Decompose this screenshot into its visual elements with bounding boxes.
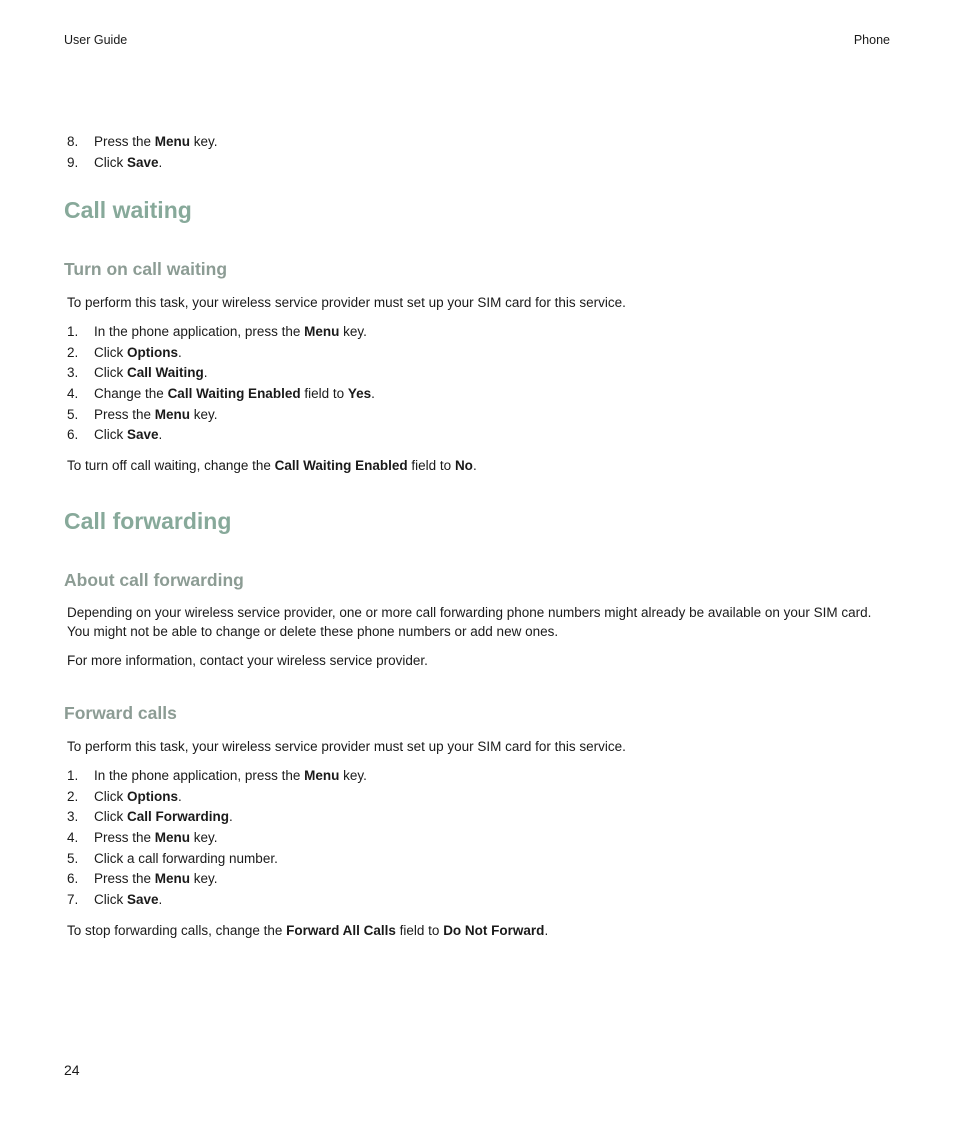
list-item: 4. Press the Menu key. (67, 830, 218, 846)
page-number: 24 (64, 1062, 80, 1078)
running-header-left: User Guide (64, 33, 128, 47)
list-item: 7. Click Save. (67, 892, 163, 908)
list-item: 6. Click Save. (67, 427, 163, 443)
list-item: 2. Click Options. (67, 788, 182, 804)
step-number: 9. (67, 154, 79, 170)
section-title-call-waiting: Call waiting (64, 197, 192, 223)
list-item: 6. Press the Menu key. (67, 871, 218, 887)
list-item: 5. Click a call forwarding number. (67, 850, 278, 866)
previous-steps-list (67, 132, 218, 173)
running-header-right: Phone (853, 33, 890, 47)
list-item: 1. In the phone application, press the Menu key. (67, 768, 367, 783)
list-item: 9. Click Save. (67, 153, 218, 174)
subsection-title-forward-calls: Forward calls (64, 703, 177, 723)
list-item: 3. Click Call Forwarding. (67, 809, 233, 825)
subsection-title-turn-on-call-waiting: Turn on call waiting (64, 259, 228, 279)
list-item: 5. Press the Menu key. (67, 406, 218, 422)
section-title-call-forwarding: Call forwarding (64, 508, 232, 534)
call-waiting-intro: To perform this task, your wireless service provider must set up your SIM card for this service. (67, 295, 626, 310)
subsection-title-about-call-forwarding: About call forwarding (64, 570, 244, 590)
step-number: 8. (67, 134, 79, 149)
call-waiting-note: To turn off call waiting, change the Call Waiting Enabled field to No. (67, 458, 477, 473)
forward-calls-note: To stop forwarding calls, change the Forward All Calls field to Do Not Forward. (67, 923, 549, 938)
call-waiting-steps (67, 322, 375, 446)
list-item: 3. Click Call Waiting. (67, 365, 208, 381)
list-item: 1. In the phone application, press the Menu key. (67, 324, 367, 339)
list-item: 8. Press the Menu key. (67, 132, 218, 153)
forward-calls-intro: To perform this task, your wireless service provider must set up your SIM card for this service. (67, 739, 626, 754)
list-item: 2. Click Options. (67, 344, 182, 360)
forward-calls-steps (67, 766, 367, 911)
list-item: 4. Change the Call Waiting Enabled field to Yes. (67, 386, 375, 402)
about-call-forwarding-more-info: For more information, contact your wireless service provider. (67, 653, 428, 668)
about-call-forwarding-paragraph: Depending on your wireless service provider, one or more call forwarding phone numbers might already be available on your SIM card. You might not be able to change or delete these phone numbers or add new ones. (67, 605, 872, 639)
